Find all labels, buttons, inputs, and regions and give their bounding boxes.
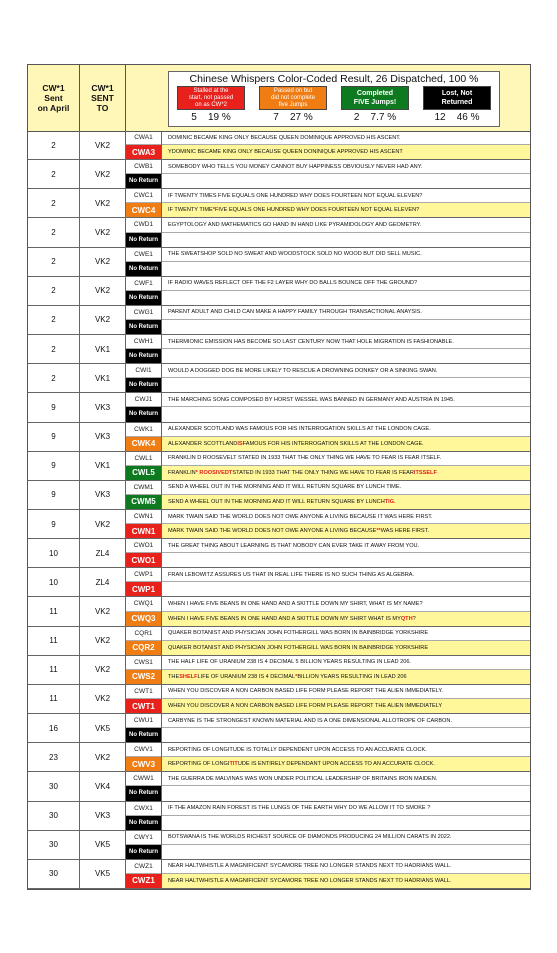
- sent-to-cell: VK5: [80, 714, 126, 742]
- sent-code: CQR1: [126, 627, 161, 641]
- sent-day-cell: 11: [28, 685, 80, 713]
- sent-code: CWA1: [126, 131, 161, 145]
- original-message: THERMIONIC EMISSION HAS BECOME SO LAST CENTURY NOW THAT HOLE MIGRATION IS FASHIONABLE.: [162, 335, 530, 349]
- sent-code: CWJ1: [126, 393, 161, 407]
- no-return-badge: No Return: [126, 816, 161, 830]
- no-return-badge: No Return: [126, 262, 161, 276]
- original-message: THE SWEATSHOP SOLD NO SWEAT AND WOODSTOCK SOLD NO WOOD BUT DID SELL MUSIC.: [162, 248, 530, 262]
- returned-message: [162, 699, 530, 713]
- sent-code: CWK1: [126, 423, 161, 437]
- no-return-badge: No Return: [126, 728, 161, 742]
- returned-message: [162, 291, 530, 305]
- table-row: [28, 627, 530, 656]
- original-message: SEND A WHEEL OUT IN THE MORNING AND IT WILL RETURN SQUARE BY LUNCH TIME.: [162, 481, 530, 495]
- sent-code: CWS1: [126, 656, 161, 670]
- sent-to-cell: VK2: [80, 218, 126, 246]
- code-cell: [126, 306, 162, 334]
- returned-code-badge: CWM5: [126, 495, 161, 509]
- returned-message: [162, 786, 530, 800]
- table-row: [28, 860, 530, 889]
- code-cell: [126, 539, 162, 567]
- sent-code: CWO1: [126, 539, 161, 553]
- error-highlight: *: [212, 207, 215, 214]
- error-highlight: ITSSELF: [413, 469, 437, 476]
- message-cell: [162, 656, 530, 684]
- original-message: PARENT ADULT AND CHILD CAN MAKE A HAPPY FAMILY THROUGH TRANSACTIONAL ANAYSIS.: [162, 306, 530, 320]
- sent-day-cell: 2: [28, 160, 80, 188]
- error-highlight: QTH: [400, 615, 413, 622]
- original-message: WHEN I HAVE FIVE BEANS IN ONE HAND AND A SKITTLE DOWN MY SHIRT, WHAT IS MY NAME?: [162, 597, 530, 611]
- code-cell: [126, 714, 162, 742]
- sent-day-cell: 9: [28, 452, 80, 480]
- sent-to-cell: VK2: [80, 685, 126, 713]
- table-row: [28, 685, 530, 714]
- sent-to-cell: VK1: [80, 335, 126, 363]
- original-message: NEAR HALTWHISTLE A MAGNIFICENT SYCAMORE TREE NO LONGER STANDS NEXT TO HADRIANS WALL.: [162, 860, 530, 874]
- returned-message: [162, 670, 530, 684]
- message-text: FAMOUS FOR HIS INTERROGATION SKILLS AT THE LONDON CAGE.: [242, 440, 424, 447]
- code-cell: [126, 218, 162, 246]
- code-cell: [126, 423, 162, 451]
- legend-count-value: 7: [273, 112, 279, 123]
- table-row: [28, 714, 530, 743]
- sent-code: CWT1: [126, 685, 161, 699]
- sent-to-cell: VK1: [80, 452, 126, 480]
- sent-day-cell: 30: [28, 772, 80, 800]
- legend-count: [177, 112, 245, 126]
- table-row: [28, 802, 530, 831]
- code-cell: [126, 568, 162, 596]
- sent-day-cell: 11: [28, 597, 80, 625]
- message-cell: [162, 481, 530, 509]
- error-highlight: IS: [237, 440, 243, 447]
- message-cell: [162, 743, 530, 771]
- sent-day-cell: 2: [28, 218, 80, 246]
- message-cell: [162, 393, 530, 421]
- sent-to-cell: ZL4: [80, 568, 126, 596]
- error-highlight: *: [295, 673, 298, 680]
- results-table: [27, 64, 531, 890]
- message-text: REPORTING OF LONGI: [168, 761, 230, 768]
- code-cell: [126, 364, 162, 392]
- no-return-badge: No Return: [126, 407, 161, 421]
- message-cell: [162, 772, 530, 800]
- legend-count-value: 2: [353, 112, 360, 123]
- no-return-badge: No Return: [126, 786, 161, 800]
- returned-message: [162, 728, 530, 742]
- code-cell: [126, 160, 162, 188]
- original-message: MARK TWAIN SAID THE WORLD DOES NOT OWE ANYONE A LIVING BECAUSE IT WAS HERE FIRST.: [162, 510, 530, 524]
- sent-day-cell: 10: [28, 539, 80, 567]
- sent-to-cell: VK2: [80, 306, 126, 334]
- returned-code-badge: CWZ1: [126, 874, 161, 888]
- sent-to-cell: VK2: [80, 160, 126, 188]
- table-row: [28, 160, 530, 189]
- code-cell: [126, 335, 162, 363]
- no-return-badge: No Return: [126, 349, 161, 363]
- message-cell: [162, 160, 530, 188]
- message-cell: [162, 627, 530, 655]
- table-row: [28, 539, 530, 568]
- returned-code-badge: CWV3: [126, 757, 161, 771]
- original-message: REPORTING OF LONGITUDE IS TOTALLY DEPENDENT UPON ACCESS TO AN ACCURATE CLOCK.: [162, 743, 530, 757]
- returned-message: [162, 612, 530, 626]
- code-cell: [126, 393, 162, 421]
- sent-day-cell: 2: [28, 277, 80, 305]
- returned-message: [162, 233, 530, 247]
- table-row: [28, 189, 530, 218]
- sent-to-cell: VK1: [80, 364, 126, 392]
- original-message: SOMEBODY WHO TELLS YOU MONEY CANNOT BUY HAPPINESS OBVIOUSLY NEVER HAD ANY.: [162, 160, 530, 174]
- sent-day-cell: 11: [28, 656, 80, 684]
- sent-to-cell: VK2: [80, 656, 126, 684]
- legend-label: Stalled at the: [193, 87, 229, 94]
- returned-code-badge: CWN1: [126, 524, 161, 538]
- original-message: FRANKLIN D ROOSEVELT STATED IN 1933 THAT THE ONLY THING WE HAVE TO FEAR IS FEAR ITSELF.: [162, 452, 530, 466]
- message-text: SEND A WHEEL OUT IN THE MORNING AND IT WILL RETURN SQUARE BY LUNCH: [168, 498, 385, 505]
- sent-to-cell: VK3: [80, 393, 126, 421]
- original-message: THE HALF LIFE OF URANIUM 238 IS 4 DECIMAL 5 BILLION YEARS RESULTING IN LEAD 206.: [162, 656, 530, 670]
- message-text: UDE IS ENTIRELY DEPENDANT UPON ACCESS TO AN ACCURATE CLOCK.: [237, 761, 435, 768]
- table-row: [28, 248, 530, 277]
- table-row: [28, 831, 530, 860]
- sent-day-cell: 9: [28, 510, 80, 538]
- original-message: IF RADIO WAVES REFLECT OFF THE F2 LAYER WHY DO BALLS BOUNCE OFF THE GROUND?: [162, 277, 530, 291]
- legend-count: [423, 112, 491, 126]
- returned-message: [162, 262, 530, 276]
- message-cell: [162, 248, 530, 276]
- sent-to-cell: VK4: [80, 772, 126, 800]
- returned-message: [162, 320, 530, 334]
- legend-label: on as CW*2: [194, 101, 227, 108]
- returned-message: [162, 437, 530, 451]
- original-message: DOMINIC BECAME KING ONLY BECAUSE QUEEN DOMINIQUE APPROVED HIS ASCENT.: [162, 131, 530, 145]
- sent-day-cell: 30: [28, 802, 80, 830]
- code-cell: [126, 248, 162, 276]
- legend-count-value: 12: [434, 112, 446, 123]
- error-highlight: * ROOSIVEDT: [195, 469, 233, 476]
- original-message: IF TWENTY TIMES FIVE EQUALS ONE HUNDRED WHY DOES FOURTEEN NOT EQUAL ELEVEN?: [162, 189, 530, 203]
- message-cell: [162, 860, 530, 888]
- sent-code: CWL1: [126, 452, 161, 466]
- sent-to-cell: ZL4: [80, 539, 126, 567]
- legend-label: start, not passed: [188, 94, 234, 101]
- message-cell: [162, 452, 530, 480]
- code-cell: [126, 452, 162, 480]
- no-return-badge: No Return: [126, 233, 161, 247]
- table-row: [28, 277, 530, 306]
- message-cell: [162, 189, 530, 217]
- original-message: THE MARCHING SONG COMPOSED BY HORST WESSEL WAS BANNED IN GERMANY AND AUSTRIA IN 1945.: [162, 393, 530, 407]
- sent-code: CWD1: [126, 218, 161, 232]
- returned-message: [162, 553, 530, 567]
- legend-label: Returned: [441, 99, 473, 106]
- code-cell: [126, 481, 162, 509]
- returned-message: [162, 466, 530, 480]
- code-cell: [126, 656, 162, 684]
- table-row: [28, 393, 530, 422]
- table-row: [28, 597, 530, 626]
- message-cell: [162, 510, 530, 538]
- table-row: [28, 306, 530, 335]
- message-text: FRANKLIN: [168, 469, 196, 476]
- sent-code: CWF1: [126, 277, 161, 291]
- sent-code: CWH1: [126, 335, 161, 349]
- original-message: THE GREAT THING ABOUT LEARNING IS THAT NOBODY CAN EVER TAKE IT AWAY FROM YOU.: [162, 539, 530, 553]
- returned-message: [162, 378, 530, 392]
- returned-message: [162, 495, 530, 509]
- sent-day-cell: 23: [28, 743, 80, 771]
- no-return-badge: No Return: [126, 320, 161, 334]
- message-text: IF TWENTY TIME: [168, 207, 213, 214]
- code-cell: [126, 597, 162, 625]
- sent-day-cell: 2: [28, 364, 80, 392]
- code-cell: [126, 131, 162, 159]
- original-message: THE GUERRA DE MALVINAS WAS WON UNDER POLITICAL LEADERSHIP OF BRITAINS IRON MAIDEN.: [162, 772, 530, 786]
- sent-code: CWG1: [126, 306, 161, 320]
- sent-day-cell: 2: [28, 306, 80, 334]
- sent-day-cell: 30: [28, 860, 80, 888]
- returned-message: [162, 874, 530, 888]
- message-cell: [162, 568, 530, 596]
- returned-message: [162, 757, 530, 771]
- original-message: IF THE AMAZON RAIN FOREST IS THE LUNGS OF THE EARTH WHY DO WE ALLOW IT TO SMOKE ?: [162, 802, 530, 816]
- sent-to-cell: VK2: [80, 627, 126, 655]
- original-message: CARBYNE IS THE STRONGEST KNOWN MATERIAL AND IS A ONE DIMENSIONAL ALLOTROPE OF CARBON.: [162, 714, 530, 728]
- code-cell: [126, 772, 162, 800]
- legend-count-value: 5: [191, 112, 197, 123]
- message-text: THE: [168, 673, 180, 680]
- legend-count-percent: 46 %: [456, 112, 480, 123]
- sent-code: CWM1: [126, 481, 161, 495]
- legend-count-percent: 7.7 %: [370, 112, 397, 123]
- sent-day-cell: 9: [28, 481, 80, 509]
- message-text: YDOMINIC BECAME KING ONLY BECAUSE QUEEN DONINIQUE APPROVED HIS ASCENT: [168, 149, 403, 156]
- sent-to-cell: VK3: [80, 802, 126, 830]
- returned-code-badge: CWT1: [126, 699, 161, 713]
- no-return-badge: No Return: [126, 378, 161, 392]
- message-cell: [162, 131, 530, 159]
- original-message: WHEN YOU DISCOVER A NON CARBON BASED LIFE FORM PLEASE REPORT THE ALIEN IMMEDIATELY.: [162, 685, 530, 699]
- sent-code: CWZ1: [126, 860, 161, 874]
- message-text: FIVE EQUALS ONE HUNDRED WHY DOES FOURTEEN NOT EQUAL ELEVEN?: [214, 207, 420, 214]
- message-cell: [162, 364, 530, 392]
- message-cell: [162, 597, 530, 625]
- message-cell: [162, 831, 530, 859]
- table-row: [28, 568, 530, 597]
- message-cell: [162, 277, 530, 305]
- original-message: WOULD A DOGGED DOG BE MORE LIKELY TO RESCUE A DROWNING DONKEY OR A SINKING SWAN.: [162, 364, 530, 378]
- sent-day-cell: 9: [28, 423, 80, 451]
- sent-to-cell: VK2: [80, 743, 126, 771]
- message-text: BILLION YEARS RESULTING IN LEAD 206: [297, 673, 407, 680]
- sent-to-cell: VK5: [80, 860, 126, 888]
- sent-day-cell: 2: [28, 131, 80, 159]
- message-cell: [162, 423, 530, 451]
- original-message: FRAN LEBOWITZ ASSURES US THAT IN REAL LIFE THERE IS NO SUCH THING AS ALGEBRA.: [162, 568, 530, 582]
- banner-title: Chinese Whispers Color-Coded Result, 26 Dispatched, 100 %: [189, 73, 479, 85]
- sent-code: CWV1: [126, 743, 161, 757]
- message-text: QUAKER BOTANIST AND PHYSICIAN JOHN FOTHERGILL WAS BORN IN BAINBRIDGE YORKSHIRE: [168, 644, 429, 651]
- table-row: [28, 656, 530, 685]
- error-highlight: TIG.: [384, 498, 396, 505]
- returned-message: [162, 524, 530, 538]
- original-message: QUAKER BOTANIST AND PHYSICIAN JOHN FOTHERGILL WAS BORN IN BAINBRIDGE YORKSHIRE: [162, 627, 530, 641]
- table-row: [28, 772, 530, 801]
- legend-box: [423, 86, 491, 110]
- legend-label: Lost, Not: [441, 90, 473, 97]
- original-message: ALEXANDER SCOTLAND WAS FAMOUS FOR HIS INTERROGATION SKILLS AT THE LONDON CAGE.: [162, 423, 530, 437]
- error-highlight: TIT: [229, 761, 238, 768]
- returned-code-badge: CWP1: [126, 582, 161, 596]
- code-cell: [126, 860, 162, 888]
- message-text: STATED IN 1933 THAT THE ONLY THING WE HAVE TO FEAR IS FEAR: [232, 469, 414, 476]
- sent-day-cell: 2: [28, 189, 80, 217]
- legend-label: Passed on but: [273, 87, 313, 94]
- sent-to-cell: VK2: [80, 248, 126, 276]
- table-row: [28, 364, 530, 393]
- sent-code: CWX1: [126, 802, 161, 816]
- message-text: MARK TWAIN SAID THE WORLD DOES NOT OWE ANYONE A LIVING BECAUSE: [168, 528, 377, 535]
- sent-code: CWU1: [126, 714, 161, 728]
- message-cell: [162, 539, 530, 567]
- returned-message: [162, 203, 530, 217]
- table-header: [28, 65, 530, 132]
- code-cell: [126, 743, 162, 771]
- legend-box: [259, 86, 327, 110]
- error-highlight: SHELF: [179, 673, 198, 680]
- sent-code: CWQ1: [126, 597, 161, 611]
- sent-code: CWE1: [126, 248, 161, 262]
- message-cell: [162, 714, 530, 742]
- returned-message: [162, 145, 530, 159]
- returned-message: [162, 174, 530, 188]
- no-return-badge: No Return: [126, 291, 161, 305]
- sent-to-cell: VK2: [80, 597, 126, 625]
- message-cell: [162, 335, 530, 363]
- legend-box: [177, 86, 245, 110]
- sent-code: CWI1: [126, 364, 161, 378]
- result-summary-banner: [168, 71, 500, 127]
- sent-code: CWB1: [126, 160, 161, 174]
- code-cell: [126, 627, 162, 655]
- table-row: [28, 131, 530, 160]
- legend-label: Completed: [356, 90, 394, 97]
- returned-message: [162, 407, 530, 421]
- returned-code-badge: CWK4: [126, 437, 161, 451]
- sent-to-cell: VK2: [80, 510, 126, 538]
- legend-label: did not complete: [270, 94, 316, 101]
- returned-code-badge: CWA3: [126, 145, 161, 159]
- sent-to-cell: VK3: [80, 423, 126, 451]
- message-cell: [162, 306, 530, 334]
- sent-day-cell: 30: [28, 831, 80, 859]
- original-message: EGYPTOLOGY AND MATHEMATICS GO HAND IN HAND LIKE PYRAMIDOLOGY AND GEOMETRY.: [162, 218, 530, 232]
- code-cell: [126, 831, 162, 859]
- table-row: [28, 423, 530, 452]
- sent-on-header: CW*1 Sent on April: [28, 65, 80, 131]
- sent-to-cell: VK3: [80, 481, 126, 509]
- sent-to-cell: VK2: [80, 131, 126, 159]
- sent-day-cell: 9: [28, 393, 80, 421]
- returned-message: [162, 816, 530, 830]
- message-cell: [162, 218, 530, 246]
- table-row: [28, 743, 530, 772]
- code-cell: [126, 189, 162, 217]
- returned-code-badge: CWS2: [126, 670, 161, 684]
- legend-count-percent: 27 %: [289, 112, 313, 123]
- code-cell: [126, 510, 162, 538]
- table-row: [28, 218, 530, 247]
- legend-box: [341, 86, 409, 110]
- sent-day-cell: 2: [28, 248, 80, 276]
- legend-label: five Jumps: [278, 101, 308, 108]
- table-row: [28, 481, 530, 510]
- returned-code-badge: CWO1: [126, 553, 161, 567]
- no-return-badge: No Return: [126, 845, 161, 859]
- sent-to-cell: VK5: [80, 831, 126, 859]
- message-text: NEAR HALTWHISTLE A MAGNIFICENT SYCAMORE TREE NO LONGER STANDS NEXT TO HADRIANS WALL.: [168, 877, 452, 884]
- sent-code: CWC1: [126, 189, 161, 203]
- returned-code-badge: CQR2: [126, 641, 161, 655]
- table-row: [28, 452, 530, 481]
- sent-code: CWW1: [126, 772, 161, 786]
- sent-code: CWY1: [126, 831, 161, 845]
- legend-count: [341, 112, 409, 126]
- returned-message: [162, 582, 530, 596]
- code-cell: [126, 802, 162, 830]
- returned-message: [162, 845, 530, 859]
- message-cell: [162, 802, 530, 830]
- code-cell: [126, 277, 162, 305]
- sent-day-cell: 2: [28, 335, 80, 363]
- no-return-badge: No Return: [126, 174, 161, 188]
- legend-label: FIVE Jumps!: [353, 99, 397, 106]
- sent-to-cell: VK2: [80, 189, 126, 217]
- message-text: ALEXANDER SCOTTLAND: [168, 440, 238, 447]
- message-text: WHEN YOU DISCOVER A NON CARBON BASED LIFE FORM PLEASE REPORT THE ALIEN IMMEDIATELY: [168, 703, 443, 710]
- table-row: [28, 510, 530, 539]
- error-highlight: **: [376, 528, 381, 535]
- sent-to-header: CW*1 SENT TO: [80, 65, 126, 131]
- message-cell: [162, 685, 530, 713]
- returned-code-badge: CWL5: [126, 466, 161, 480]
- table-row: [28, 335, 530, 364]
- returned-code-badge: CWQ3: [126, 612, 161, 626]
- sent-day-cell: 10: [28, 568, 80, 596]
- message-text: WHEN I HAVE FIVE BEANS IN ONE HAND AND A SKITTLE DOWN MY SHIRT WHAT IS MY: [168, 615, 401, 622]
- sent-to-cell: VK2: [80, 277, 126, 305]
- returned-code-badge: CWC4: [126, 203, 161, 217]
- original-message: BOTSWANA IS THE WORLDS RICHEST SOURCE OF DIAMONDS PRODUCING 24 MILLION CARATS IN 2022.: [162, 831, 530, 845]
- sent-day-cell: 16: [28, 714, 80, 742]
- sent-code: CWP1: [126, 568, 161, 582]
- message-text: WAS HERE FIRST.: [380, 528, 429, 535]
- returned-message: [162, 641, 530, 655]
- returned-message: [162, 349, 530, 363]
- code-cell: [126, 685, 162, 713]
- message-text: ?: [412, 615, 416, 622]
- sent-code: CWN1: [126, 510, 161, 524]
- legend-count: [259, 112, 327, 126]
- legend-count-percent: 19 %: [207, 112, 231, 123]
- message-text: LIFE OF URANIUM 238 IS 4 DECIMAL: [197, 673, 296, 680]
- sent-day-cell: 11: [28, 627, 80, 655]
